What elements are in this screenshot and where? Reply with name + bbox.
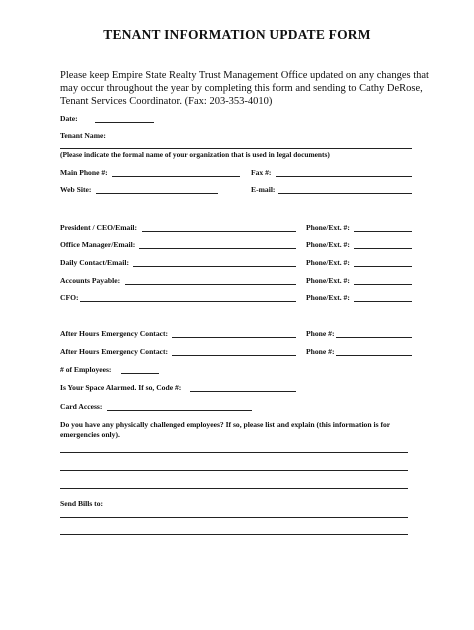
- challenged-employees-line-3[interactable]: [60, 488, 408, 489]
- accounts-payable-label: Accounts Payable:: [60, 276, 121, 285]
- tenant-name-field[interactable]: [60, 148, 412, 149]
- challenged-employees-question: Do you have any physically challenged employees? If so, please list and explain (this information is for emergencies only).: [60, 420, 390, 440]
- send-bills-line-2[interactable]: [60, 534, 408, 535]
- cfo-phone-field[interactable]: [354, 301, 412, 302]
- emergency-phone-1-label: Phone #:: [306, 329, 335, 338]
- daily-contact-phone-label: Phone/Ext. #:: [306, 258, 350, 267]
- president-phone-label: Phone/Ext. #:: [306, 223, 350, 232]
- emergency-contact-1-label: After Hours Emergency Contact:: [60, 329, 169, 338]
- cfo-field[interactable]: [80, 301, 296, 302]
- date-label: Date:: [60, 114, 78, 123]
- challenged-employees-line-2[interactable]: [60, 470, 408, 471]
- main-phone-label: Main Phone #:: [60, 168, 108, 177]
- form-instructions: Please keep Empire State Realty Trust Management Office updated on any changes that may occur throughout the year by completing this form and sending to Cathy DeRose, Tenant Services Coordinator. (Fax: 203-353-4010): [60, 70, 429, 108]
- office-manager-field[interactable]: [139, 248, 296, 249]
- alarm-code-field[interactable]: [190, 391, 296, 392]
- date-field[interactable]: [95, 122, 154, 123]
- emergency-contact-2-field[interactable]: [172, 355, 296, 356]
- web-site-label: Web Site:: [60, 185, 92, 194]
- employees-label: # of Employees:: [60, 365, 112, 374]
- main-phone-field[interactable]: [112, 176, 240, 177]
- send-bills-line-1[interactable]: [60, 517, 408, 518]
- emergency-phone-1-field[interactable]: [336, 337, 412, 338]
- card-access-label: Card Access:: [60, 402, 103, 411]
- emergency-phone-2-field[interactable]: [336, 355, 412, 356]
- card-access-field[interactable]: [107, 410, 252, 411]
- cfo-label: CFO:: [60, 293, 79, 302]
- email-label: E-mail:: [251, 185, 276, 194]
- accounts-payable-phone-label: Phone/Ext. #:: [306, 276, 350, 285]
- cfo-phone-label: Phone/Ext. #:: [306, 293, 350, 302]
- tenant-name-label: Tenant Name:: [60, 131, 106, 140]
- fax-field[interactable]: [276, 176, 412, 177]
- send-bills-label: Send Bills to:: [60, 499, 104, 508]
- president-phone-field[interactable]: [354, 231, 412, 232]
- office-manager-phone-field[interactable]: [354, 248, 412, 249]
- email-field[interactable]: [278, 193, 412, 194]
- president-ceo-field[interactable]: [142, 231, 296, 232]
- emergency-contact-2-label: After Hours Emergency Contact:: [60, 347, 169, 356]
- fax-label: Fax #:: [251, 168, 272, 177]
- president-ceo-label: President / CEO/Email:: [60, 223, 138, 232]
- alarmed-label: Is Your Space Alarmed. If so, Code #:: [60, 383, 182, 392]
- office-manager-label: Office Manager/Email:: [60, 240, 136, 249]
- office-manager-phone-label: Phone/Ext. #:: [306, 240, 350, 249]
- form-title: TENANT INFORMATION UPDATE FORM: [103, 27, 371, 42]
- emergency-contact-1-field[interactable]: [172, 337, 296, 338]
- web-site-field[interactable]: [96, 193, 218, 194]
- daily-contact-field[interactable]: [133, 266, 296, 267]
- challenged-employees-line-1[interactable]: [60, 452, 408, 453]
- daily-contact-phone-field[interactable]: [354, 266, 412, 267]
- accounts-payable-phone-field[interactable]: [354, 284, 412, 285]
- tenant-name-note: (Please indicate the formal name of your organization that is used in legal documents): [60, 150, 330, 159]
- employees-field[interactable]: [121, 373, 159, 374]
- daily-contact-label: Daily Contact/Email:: [60, 258, 129, 267]
- accounts-payable-field[interactable]: [125, 284, 296, 285]
- emergency-phone-2-label: Phone #:: [306, 347, 335, 356]
